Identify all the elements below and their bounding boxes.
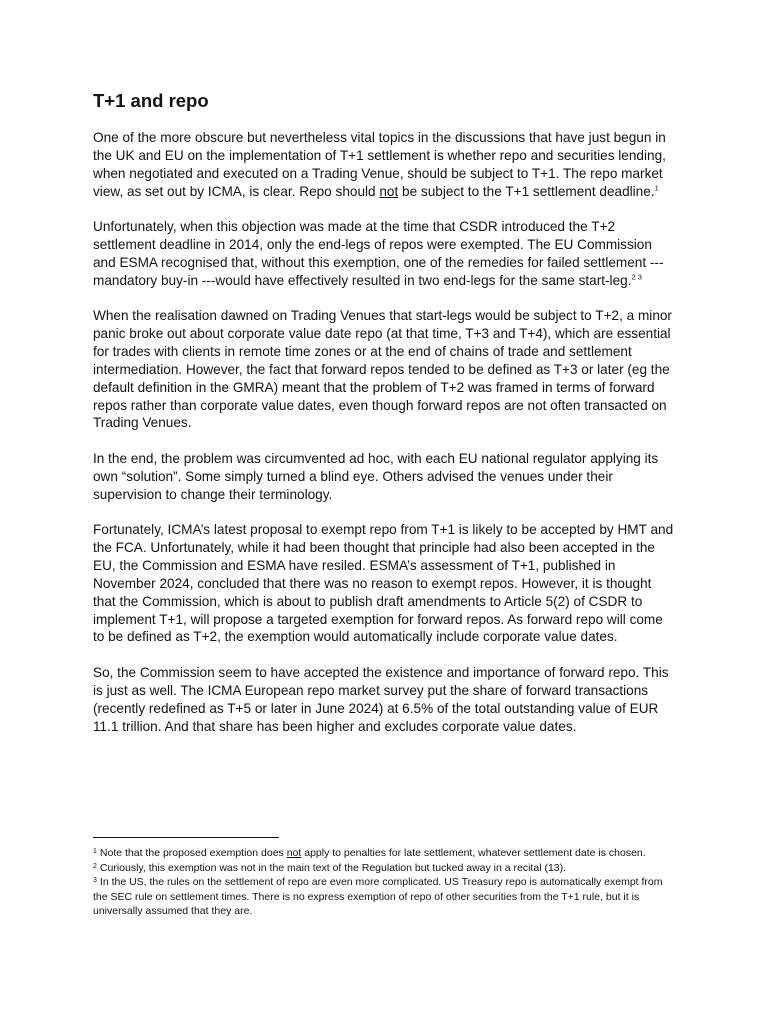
footnotes xyxy=(93,846,676,919)
page-title: T+1 and repo xyxy=(93,90,209,111)
footnote-1 xyxy=(93,846,676,861)
paragraph-2-text: Unfortunately, when this objection was made at the time that CSDR introduced the T+2 settlement deadline in 2014, only the end-legs of repos were exempted. The EU Commission and ESMA recognised that, without this exemption, one of the remedies for failed settlement --- mandatory buy-in ---would have effectively resulted in two end-legs for the same start-leg. xyxy=(93,219,664,288)
footnote-separator xyxy=(93,837,279,838)
body-text xyxy=(93,129,676,753)
footnote-1-text-a: Note that the proposed exemption does xyxy=(99,847,287,859)
underlined-not: not xyxy=(379,183,399,199)
footnote-2-number: 2 xyxy=(93,862,97,870)
footnote-ref-2-3: 2 3 xyxy=(631,272,642,282)
footnote-ref-1: 1 xyxy=(654,183,659,193)
paragraph-1-text-b: be subject to the T+1 settlement deadline. xyxy=(398,183,655,199)
footnote-2-text: Curiously, this exemption was not in the main text of the Regulation but tucked away in a recital (13). xyxy=(99,861,567,874)
footnote-2 xyxy=(93,861,676,876)
footnote-1-underlined-not: not xyxy=(286,847,302,859)
paragraph-2 xyxy=(93,218,676,289)
footnote-3 xyxy=(93,875,676,919)
footnote-1-text-b: apply to penalties for late settlement, whatever settlement date is chosen. xyxy=(301,847,646,859)
paragraph-5: Fortunately, ICMA’s latest proposal to exempt repo from T+1 is likely to be accepted by HMT and the FCA. Unfortunately, while it had been thought that principle had also been accepted in the EU, the Commission and ESMA have resiled. ESMA’s assessment of T+1, published in November 2024, concluded that there was no reason to exempt repos. However, it is thought that the Commission, which is about to publish draft amendments to Article 5(2) of CSDR to implement T+1, will propose a targeted exemption for forward repos. As forward repo will come to be defined as T+2, the exemption would automatically include corporate value dates. xyxy=(93,522,674,645)
paragraph-4: In the end, the problem was circumvented ad hoc, with each EU national regulator applying its own “solution”. Some simply turned a blind eye. Others advised the venues under their supervision to change their terminology. xyxy=(93,451,659,502)
paragraph-3: When the realisation dawned on Trading Venues that start-legs would be subject to T+2, a minor panic broke out about corporate value date repo (at that time, T+3 and T+4), which are essential for trades with clients in remote time zones or at the end of chains of trade and settlement intermediation. However, the fact that forward repos tended to be defined as T+3 or later (eg the default definition in the GMRA) meant that the problem of T+2 was framed in terms of forward repos rather than corporate value dates, even though forward repos are not often transacted on Trading Venues. xyxy=(93,308,672,431)
paragraph-1 xyxy=(93,129,676,200)
paragraph-1-text-a: One of the more obscure but nevertheless vital topics in the discussions that have just begun in the UK and EU on the implementation of T+1 settlement is whether repo and securities lending, when negotiated and executed on a Trading Venue, should be subject to T+1. The repo market view, as set out by ICMA, is clear. Repo should xyxy=(93,130,666,199)
footnote-3-number: 3 xyxy=(93,877,97,885)
paragraph-6: So, the Commission seem to have accepted the existence and importance of forward repo. This is just as well. The ICMA European repo market survey put the share of forward transactions (recently redefined as T+5 or later in June 2024) at 6.5% of the total outstanding value of EUR 11.1 trillion. And that share has been higher and excludes corporate value dates. xyxy=(93,665,669,734)
footnote-3-text: In the US, the rules on the settlement of repo are even more complicated. US Treasury repo is automatically exempt from the SEC rule on settlement times. There is no express exemption of repo of other securities from the T+1 rule, but it is universally assumed that they are. xyxy=(93,876,663,918)
footnote-1-number: 1 xyxy=(93,848,97,855)
